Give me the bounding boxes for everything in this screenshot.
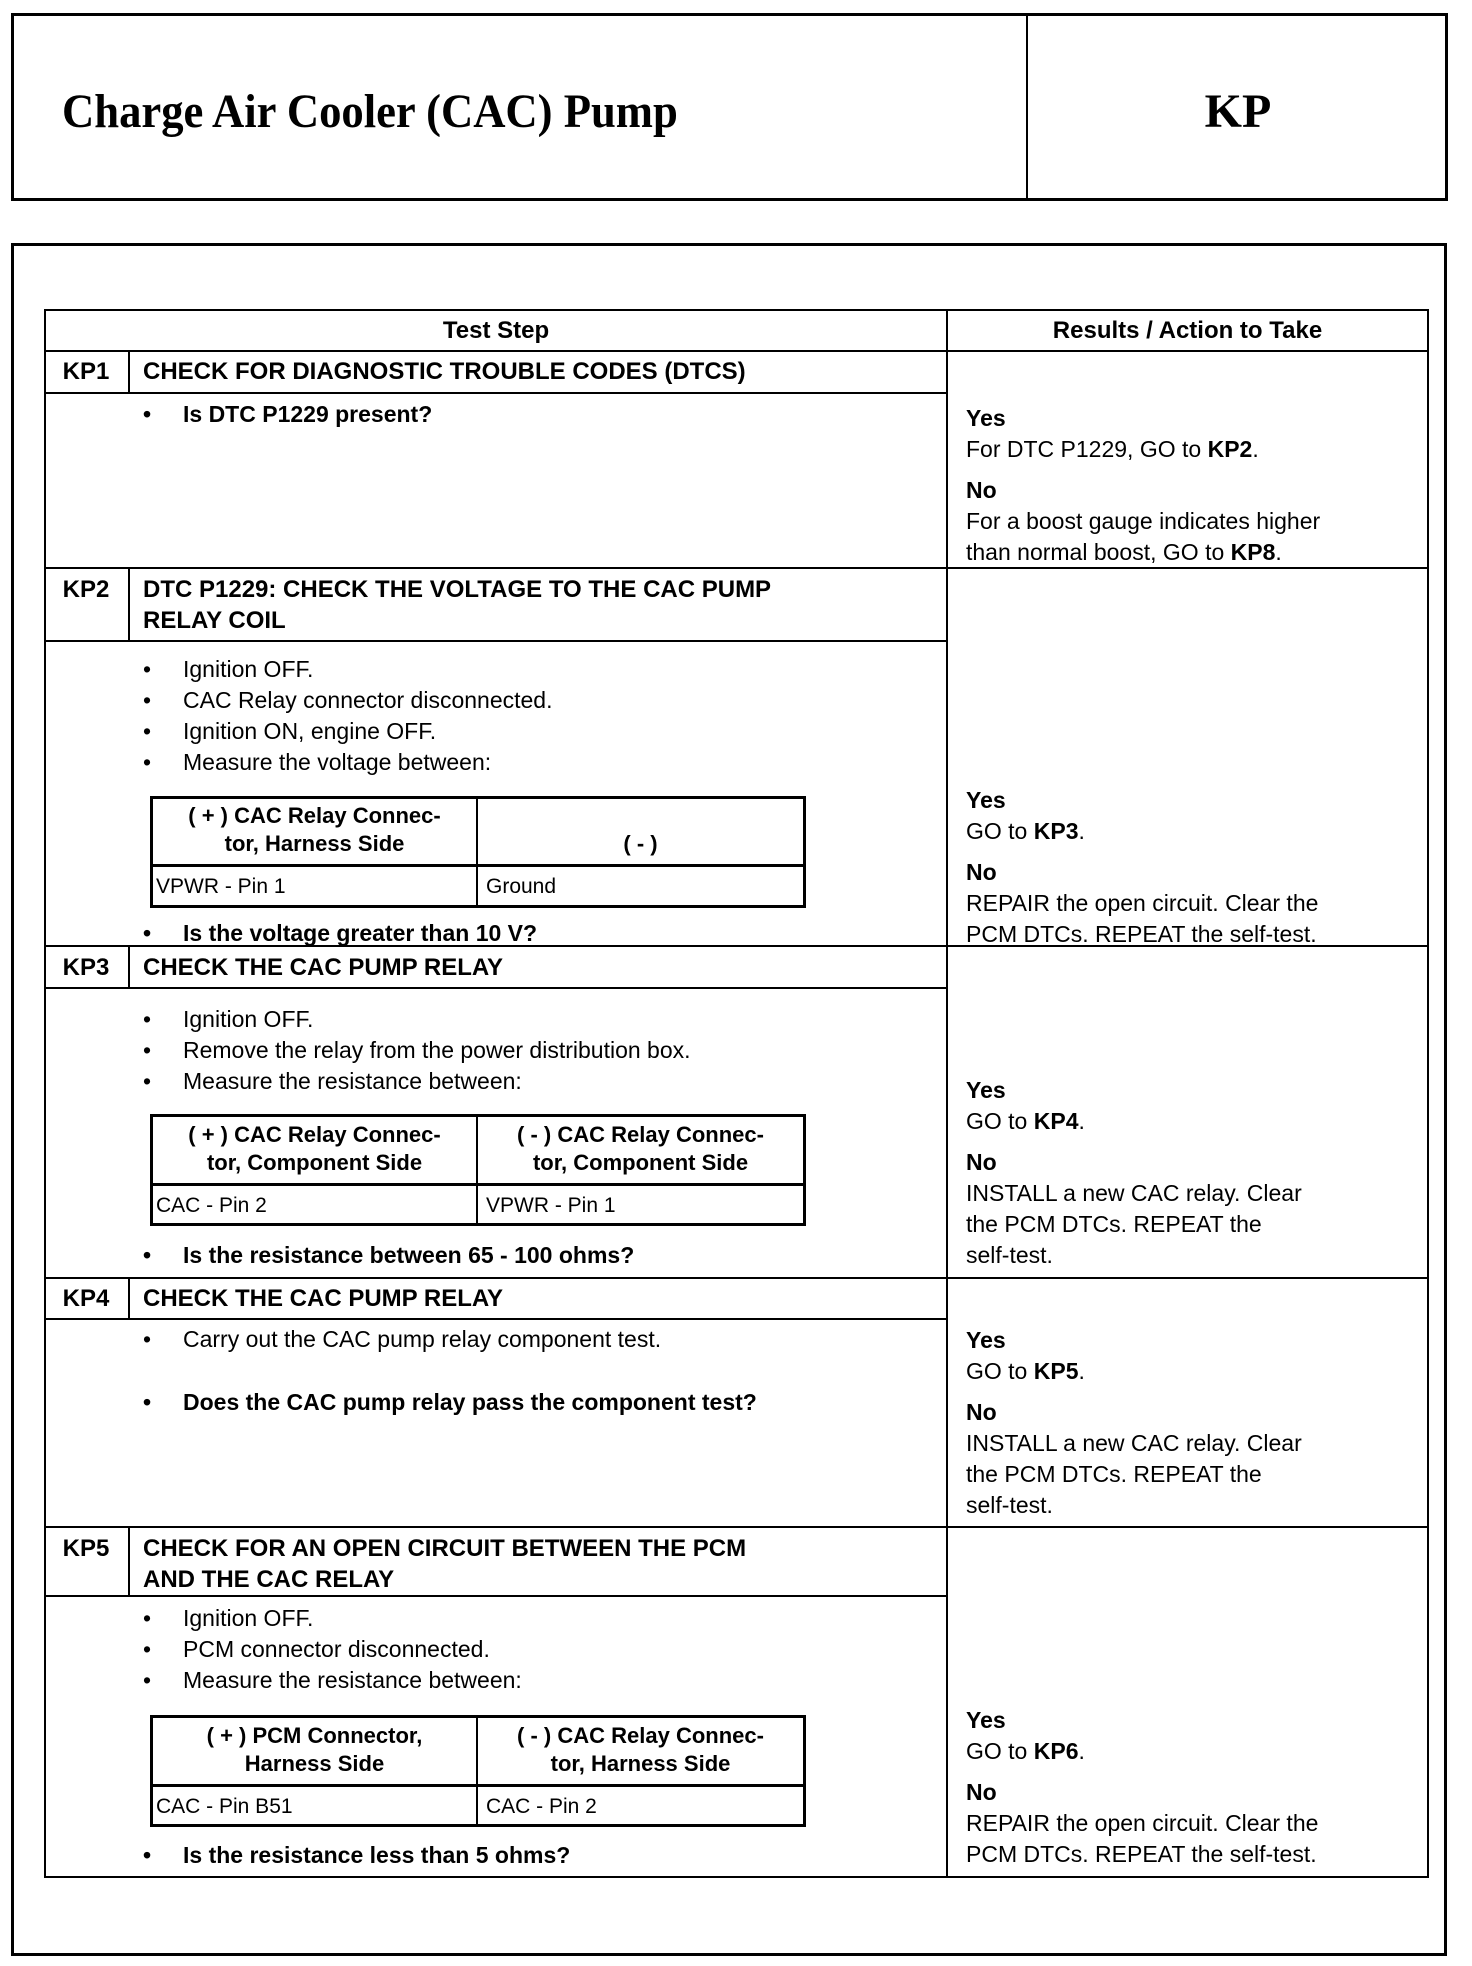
measurement-header-positive: ( + ) CAC Relay Connec- tor, Harness Side [188, 803, 441, 856]
step-results [966, 785, 1318, 950]
goto-link[interactable]: KP4 [1033, 1108, 1079, 1134]
goto-link[interactable]: KP8 [1230, 539, 1276, 565]
yes-action: GO to KP4. [966, 1108, 1085, 1134]
id-column-divider [128, 1277, 130, 1318]
step-title: CHECK THE CAC PUMP RELAY [143, 954, 504, 981]
id-column-divider [128, 567, 130, 640]
measurement-table-divider [150, 864, 806, 867]
step-id: KP4 [62, 1285, 110, 1312]
row-divider [44, 350, 1429, 352]
bullet-icon: • [143, 1389, 152, 1415]
step-title: CHECK THE CAC PUMP RELAY [143, 1285, 504, 1312]
id-column-divider [128, 1526, 130, 1595]
step-id: KP2 [62, 576, 110, 603]
step-results [966, 403, 1320, 568]
bullet-icon: • [143, 1636, 152, 1662]
measurement-header-negative: ( - ) CAC Relay Connec- tor, Harness Side [517, 1723, 764, 1776]
bullet-icon: • [143, 1667, 152, 1693]
step-divider [44, 1277, 1429, 1279]
step-id: KP3 [62, 954, 110, 981]
id-column-divider [128, 945, 130, 987]
yes-label: Yes [966, 1077, 1006, 1103]
goto-link[interactable]: KP5 [1033, 1358, 1079, 1384]
measurement-value-positive: CAC - Pin 2 [156, 1194, 267, 1217]
title-row-divider [44, 640, 946, 642]
goto-link[interactable]: KP2 [1207, 436, 1253, 462]
step-title: CHECK FOR DIAGNOSTIC TROUBLE CODES (DTCS) [143, 358, 746, 385]
bullet-icon: • [143, 401, 152, 427]
no-action-line: PCM DTCs. REPEAT the self-test. [966, 1841, 1317, 1867]
yes-action: GO to KP3. [966, 818, 1085, 844]
no-label: No [966, 859, 997, 885]
measurement-header-negative: ( - ) CAC Relay Connec- tor, Component Side [517, 1122, 764, 1175]
no-action-line: than normal boost, GO to KP8. [966, 539, 1282, 565]
bullet-icon: • [143, 1068, 152, 1094]
measurement-value-negative: Ground [486, 875, 557, 898]
no-label: No [966, 1779, 997, 1805]
no-label: No [966, 1399, 997, 1425]
bullet-icon: • [143, 718, 152, 744]
bullet-icon: • [143, 687, 152, 713]
measurement-value-negative: CAC - Pin 2 [486, 1795, 597, 1818]
bullet-icon: • [143, 1842, 152, 1868]
title-row-divider [44, 392, 946, 394]
no-action-line: REPAIR the open circuit. Clear the [966, 890, 1319, 916]
measurement-value-positive: CAC - Pin B51 [156, 1795, 293, 1818]
measurement-header-positive: ( + ) PCM Connector, Harness Side [206, 1723, 423, 1776]
yes-label: Yes [966, 787, 1006, 813]
bullet-icon: • [143, 656, 152, 682]
yes-label: Yes [966, 1707, 1006, 1733]
measurement-header-negative: ( - ) [623, 831, 658, 856]
step-results [966, 1325, 1302, 1521]
no-action-line: self-test. [966, 1492, 1053, 1518]
page-title: Charge Air Cooler (CAC) Pump [62, 85, 678, 138]
step-divider [44, 1526, 1429, 1528]
step-id: KP5 [62, 1535, 110, 1562]
measurement-value-negative: VPWR - Pin 1 [486, 1194, 616, 1217]
column-divider [946, 309, 948, 1878]
step-id: KP1 [62, 358, 110, 385]
title-row-divider [44, 987, 946, 989]
measurement-table-divider [150, 1784, 806, 1787]
bullet-icon: • [143, 749, 152, 775]
no-action-line: For a boost gauge indicates higher [966, 508, 1321, 534]
column-header-results: Results / Action to Take [1052, 317, 1323, 344]
step-results [966, 1705, 1318, 1870]
no-action-line: the PCM DTCs. REPEAT the [966, 1211, 1262, 1237]
step-title: CHECK FOR AN OPEN CIRCUIT BETWEEN THE PCM AND THE CAC RELAY [143, 1535, 747, 1593]
section-code: KP [1204, 85, 1272, 138]
bullet-icon: • [143, 1326, 152, 1352]
title-row-divider [44, 1595, 946, 1597]
bullet-icon: • [143, 1006, 152, 1032]
step-results [966, 1075, 1302, 1271]
step-title: DTC P1229: CHECK THE VOLTAGE TO THE CAC PUMP RELAY COIL [143, 576, 772, 634]
no-action-line: REPAIR the open circuit. Clear the [966, 1810, 1319, 1836]
goto-link[interactable]: KP3 [1033, 818, 1079, 844]
title-row-divider [44, 1318, 946, 1320]
yes-label: Yes [966, 1327, 1006, 1353]
yes-action: GO to KP5. [966, 1358, 1085, 1384]
yes-action: GO to KP6. [966, 1738, 1085, 1764]
measurement-value-positive: VPWR - Pin 1 [156, 875, 286, 898]
yes-action: For DTC P1229, GO to KP2. [966, 436, 1259, 462]
bullet-icon: • [143, 1605, 152, 1631]
no-action-line: self-test. [966, 1242, 1053, 1268]
yes-label: Yes [966, 405, 1006, 431]
measurement-header-positive: ( + ) CAC Relay Connec- tor, Component Side [188, 1122, 441, 1175]
no-label: No [966, 1149, 997, 1175]
no-action-line: the PCM DTCs. REPEAT the [966, 1461, 1262, 1487]
no-action-line: INSTALL a new CAC relay. Clear [966, 1180, 1302, 1206]
measurement-table-divider [150, 1183, 806, 1186]
no-action-line: PCM DTCs. REPEAT the self-test. [966, 921, 1317, 947]
column-header-test-step: Test Step [442, 317, 550, 344]
bullet-icon: • [143, 1037, 152, 1063]
no-label: No [966, 477, 997, 503]
bullet-icon: • [143, 1242, 152, 1268]
id-column-divider [128, 350, 130, 392]
no-action-line: INSTALL a new CAC relay. Clear [966, 1430, 1302, 1456]
goto-link[interactable]: KP6 [1033, 1738, 1079, 1764]
bullet-icon: • [143, 920, 152, 946]
